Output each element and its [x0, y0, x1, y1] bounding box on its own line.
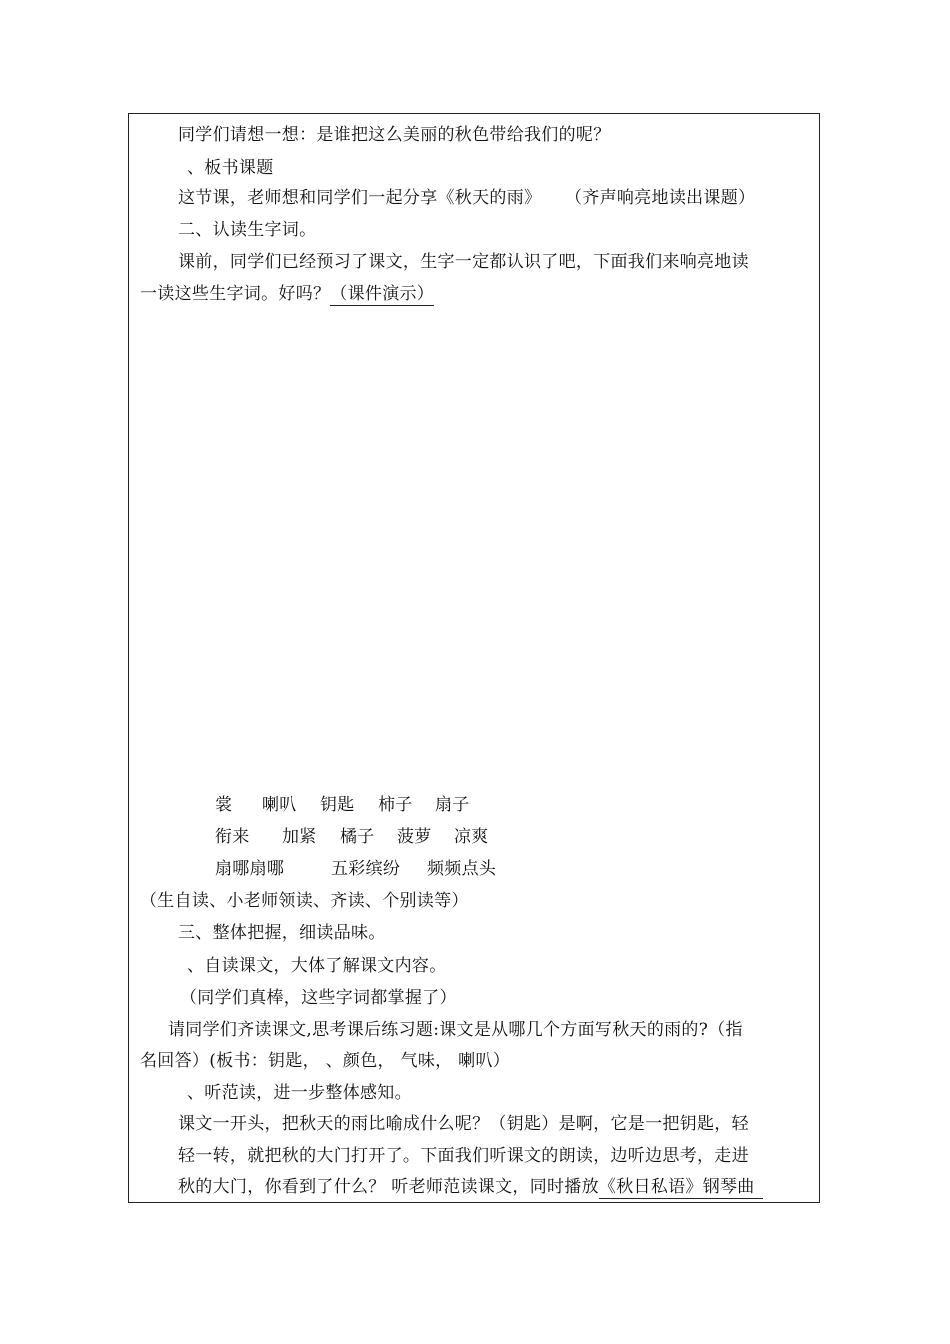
paragraph-exercise-2: 名回答）(板书：钥匙， 、颜色， 气味， 喇叭）	[140, 1051, 511, 1071]
reading-methods: （生自读、小老师领读、齐读、个别读等）	[140, 891, 469, 911]
vocab-word: 裳	[215, 795, 233, 815]
paragraph-board-title: 、板书课题	[187, 158, 274, 178]
paragraph-metaphor-2: 轻一转，就把秋的大门打开了。下面我们听课文的朗读，边听边思考，走进	[178, 1146, 749, 1166]
vocab-row-1	[215, 794, 470, 816]
paragraph-metaphor-3	[178, 1176, 763, 1198]
metaphor-text: 秋的大门，你看到了什么？ 听老师范读课文，同时播放	[178, 1177, 599, 1197]
paragraph-share	[178, 187, 755, 209]
paragraph-preview-1: 课前，同学们已经预习了课文，生字一定都认识了吧，下面我们来响亮地读	[178, 252, 749, 272]
vocab-word: 扇哪扇哪	[215, 859, 285, 879]
share-text: 这节课，老师想和同学们一起分享《秋天的雨》	[178, 188, 542, 208]
share-note: （齐声响亮地读出课题）	[565, 188, 756, 208]
section-heading-2: 二、认读生字词。	[178, 220, 317, 240]
vocab-word: 五彩缤纷	[331, 859, 401, 879]
vocab-row-3	[215, 858, 496, 880]
paragraph-metaphor-1: 课文一开头，把秋天的雨比喻成什么呢？（钥匙）是啊，它是一把钥匙，轻	[178, 1114, 749, 1134]
music-title: 《秋日私语》钢琴曲	[599, 1177, 763, 1199]
vocab-word: 凉爽	[454, 827, 489, 847]
vocab-word: 菠萝	[397, 827, 432, 847]
courseware-note: （课件演示）	[330, 284, 435, 304]
step-self-read: 、自读课文，大体了解课文内容。	[187, 956, 447, 976]
vocab-word: 扇子	[435, 795, 470, 815]
preview-text: 一读这些生字词。好吗？	[140, 284, 331, 304]
vocab-word: 加紧	[282, 827, 317, 847]
paragraph-question: 同学们请想一想：是谁把这么美丽的秋色带给我们的呢？	[178, 125, 611, 145]
praise-note: （同学们真棒，这些字词都掌握了）	[180, 988, 457, 1008]
vocab-word: 橘子	[340, 827, 375, 847]
vocab-word: 柿子	[378, 795, 413, 815]
paragraph-exercise-1: 请同学们齐读课文,思考课后练习题:课文是从哪几个方面写秋天的雨的?（指	[168, 1020, 743, 1040]
section-heading-3: 三、整体把握，细读品味。	[178, 923, 386, 943]
vocab-row-2	[215, 826, 489, 848]
vocab-word: 频频点头	[427, 859, 497, 879]
vocab-word: 喇叭	[262, 795, 297, 815]
paragraph-preview-2	[140, 283, 434, 305]
vocab-word: 衔来	[215, 827, 250, 847]
step-model-reading: 、听范读，进一步整体感知。	[187, 1083, 412, 1103]
vocab-word: 钥匙	[320, 795, 355, 815]
